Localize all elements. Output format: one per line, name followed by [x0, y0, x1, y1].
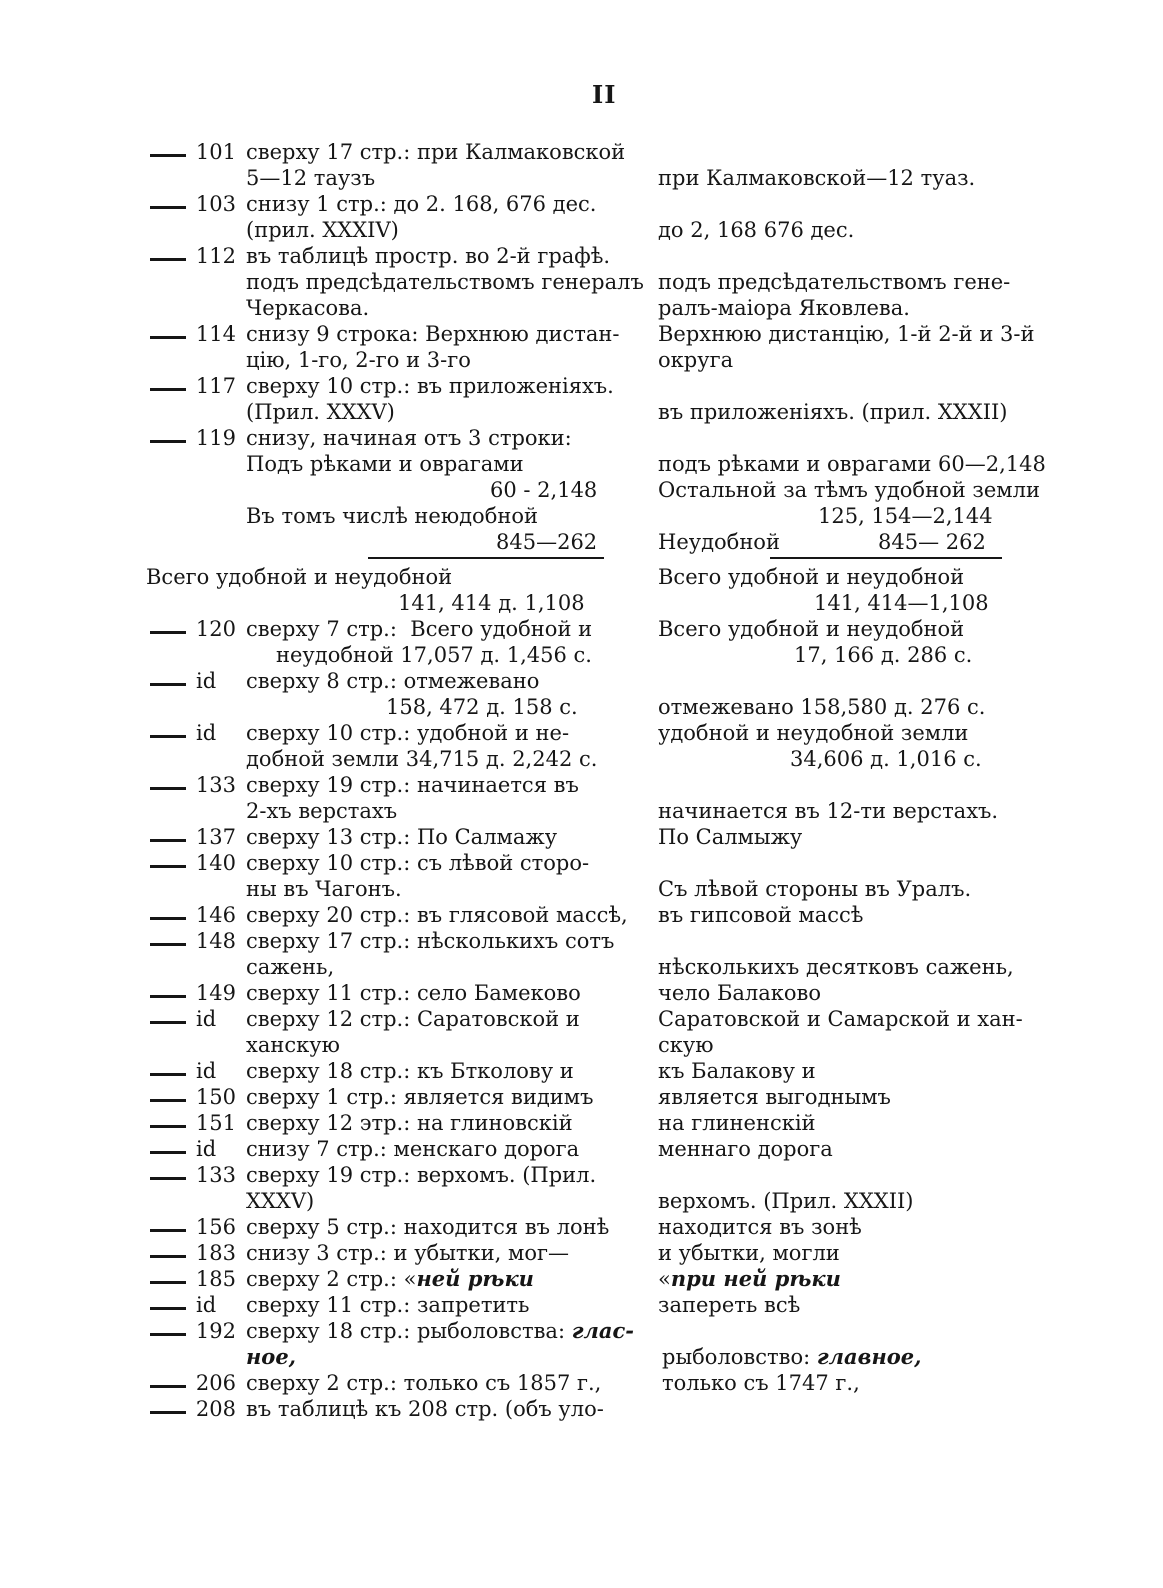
entry-text: сверху 19 стр.: начинается въ [246, 773, 579, 797]
correction-text: отмежевано 158,580 д. 276 с. [658, 695, 986, 719]
correction-text: Неудобной [658, 530, 780, 554]
entry-dash [150, 1411, 186, 1414]
entry-text: сверху 17 стр.: при Калмаковской [246, 140, 626, 164]
correction-text: чело Балаково [658, 981, 822, 1005]
entry-page-number: 151 [195, 1111, 236, 1135]
correction-text: въ гипсовой массѣ [658, 903, 864, 927]
entry-figure: 141, 414 д. 1,108 [398, 591, 585, 615]
entry-dash [150, 1281, 186, 1284]
entry-text: ханскую [246, 1033, 340, 1057]
correction-text: Остальной за тѣмъ удобной земли [658, 478, 1040, 502]
entry-page-number: 140 [195, 851, 236, 875]
correction-text: Съ лѣвой стороны въ Уралъ. [658, 877, 972, 901]
correction-text: По Салмыжу [658, 825, 803, 849]
entry-page-number: 112 [195, 244, 236, 268]
entry-page-number: 148 [195, 929, 236, 953]
entry-page-number: id [196, 1007, 217, 1031]
correction-text: Саратовской и Самарской и хан- [658, 1007, 1023, 1031]
entry-page-number: id [196, 669, 217, 693]
entry-text: сверху 1 стр.: является видимъ [246, 1085, 594, 1109]
entry-page-number: 208 [195, 1397, 236, 1421]
correction-text: Верхнюю дистанцію, 1-й 2-й и 3-й [658, 322, 1035, 346]
entry-dash [150, 1151, 186, 1154]
correction-text: меннаго дорога [658, 1137, 833, 1161]
entry-italic-text: глас- [571, 1318, 634, 1343]
entry-dash [150, 388, 186, 391]
entry-text: сверху 12 этр.: на глиновскій [246, 1111, 573, 1135]
entry-text: неудобной 17,057 д. 1,456 с. [276, 643, 592, 667]
entry-page-number: 149 [195, 981, 236, 1005]
entry-page-number: 150 [195, 1085, 236, 1109]
page-number: II [592, 80, 617, 109]
entry-text: сверху 12 стр.: Саратовской и [246, 1007, 580, 1031]
entry-text: снизу 1 стр.: до 2. 168, 676 дес. [246, 192, 597, 216]
entry-page-number: id [196, 1137, 217, 1161]
entry-text: сверху 20 стр.: въ глясовой массѣ, [246, 903, 628, 927]
correction-text: при Калмаковской—12 туаз. [658, 166, 976, 190]
entry-page-number: 183 [195, 1241, 236, 1265]
entry-page-number: 133 [195, 1163, 236, 1187]
entry-page-number: 185 [195, 1267, 236, 1291]
correction-text: округа [658, 348, 734, 372]
correction-text: на глиненскій [658, 1111, 816, 1135]
entry-dash [150, 865, 186, 868]
entry-text: сверху 13 стр.: По Салмажу [246, 825, 558, 849]
correction-text: находится въ зонѣ [658, 1215, 862, 1239]
entry-dash [150, 336, 186, 339]
entry-page-number: 192 [195, 1319, 236, 1343]
entry-dash [150, 154, 186, 157]
entry-dash [150, 206, 186, 209]
entry-text: сверху 5 стр.: находится въ лонѣ [246, 1215, 610, 1239]
entry-text [246, 1266, 534, 1292]
entry-dash [150, 735, 186, 738]
entry-dash [150, 917, 186, 920]
entry-dash [150, 1125, 186, 1128]
entry-text: сверху 8 стр.: отмежевано [246, 669, 540, 693]
correction-italic-text: главное, [816, 1344, 922, 1369]
entry-page-number: 146 [195, 903, 236, 927]
entry-page-number: id [196, 1293, 217, 1317]
entry-text: сверху 11 стр.: запретить [246, 1293, 530, 1317]
entry-figure: 845—262 [496, 530, 598, 554]
entry-page-number: 133 [195, 773, 236, 797]
entry-dash [150, 1099, 186, 1102]
correction-text: удобной и неудобной земли [658, 721, 969, 745]
entry-italic-text: ней рѣки [416, 1266, 534, 1291]
entry-dash [150, 1307, 186, 1310]
correction-text-part: « [658, 1267, 671, 1291]
correction-text: является выгоднымъ [658, 1085, 891, 1109]
sum-rule [770, 557, 1002, 559]
correction-text [658, 1266, 841, 1292]
correction-text: до 2, 168 676 дес. [658, 218, 855, 242]
entry-text [246, 1318, 634, 1344]
correction-text: начинается въ 12-ти верстахъ. [658, 799, 999, 823]
entry-figure: 158, 472 д. 158 с. [386, 695, 578, 719]
entry-text: цію, 1-го, 2-го и 3-го [246, 348, 471, 372]
correction-text: ралъ-маіора Яковлева. [658, 296, 910, 320]
correction-text: и убытки, могли [658, 1241, 840, 1265]
entry-dash [150, 1177, 186, 1180]
entry-text: Подъ рѣками и оврагами [246, 452, 524, 476]
correction-text: запереть всѣ [658, 1293, 801, 1317]
entry-dash [150, 839, 186, 842]
entry-dash [150, 683, 186, 686]
entry-text: Всего удобной и неудобной [146, 565, 453, 589]
correction-text: подъ предсѣдательствомъ гене- [658, 270, 1011, 294]
correction-text: подъ рѣками и оврагами 60—2,148 [658, 452, 1046, 476]
correction-figure: 125, 154—2,144 [818, 504, 993, 528]
entry-text: въ таблицѣ къ 208 стр. (объ уло- [246, 1397, 604, 1421]
correction-text: только съ 1747 г., [662, 1371, 860, 1395]
entry-page-number: 117 [195, 374, 236, 398]
correction-text: Всего удобной и неудобной [658, 565, 965, 589]
entry-text: въ таблицѣ простр. во 2-й графѣ. [246, 244, 611, 268]
entry-dash [150, 631, 186, 634]
entry-dash [150, 995, 186, 998]
entry-text: Черкасова. [246, 296, 370, 320]
entry-text: снизу 9 строка: Верхнюю дистан- [246, 322, 620, 346]
entry-text: снизу, начиная отъ 3 строки: [246, 426, 572, 450]
entry-text: (прил. XXXIV) [246, 218, 399, 242]
entry-page-number: 119 [195, 426, 236, 450]
entry-text: (Прил. XXXV) [246, 400, 395, 424]
entry-text: сверху 10 стр.: съ лѣвой сторо- [246, 851, 590, 875]
entry-page-number: 137 [195, 825, 236, 849]
correction-figure: 34,606 д. 1,016 с. [790, 747, 982, 771]
entry-text: сверху 11 стр.: село Бамеково [246, 981, 581, 1005]
entry-text: сверху 7 стр.: Всего удобной и [246, 617, 593, 641]
correction-text: въ приложеніяхъ. (прил. XXXII) [658, 400, 1008, 424]
entry-text-part: сверху 2 стр.: « [246, 1267, 417, 1291]
entry-page-number: 120 [195, 617, 236, 641]
correction-text: верхомъ. (Прил. XXXII) [658, 1189, 914, 1213]
entry-dash [150, 943, 186, 946]
entry-dash [150, 1021, 186, 1024]
entry-text: снизу 3 стр.: и убытки, мог— [246, 1241, 569, 1265]
entry-dash [150, 1229, 186, 1232]
correction-text: Всего удобной и неудобной [658, 617, 965, 641]
entry-page-number: id [196, 1059, 217, 1083]
entry-page-number: 156 [195, 1215, 236, 1239]
entry-dash [150, 1255, 186, 1258]
entry-text: сажень, [246, 955, 335, 979]
correction-figure: 845— 262 [878, 530, 986, 554]
entry-dash [150, 1073, 186, 1076]
correction-text [662, 1344, 921, 1370]
correction-figure: 17, 166 д. 286 с. [794, 643, 973, 667]
correction-figure: 141, 414—1,108 [814, 591, 989, 615]
entry-text: добной земли 34,715 д. 2,242 с. [246, 747, 598, 771]
entry-text: 2-хъ верстахъ [246, 799, 398, 823]
entry-text: подъ предсѣдательствомъ генералъ [246, 270, 644, 294]
correction-text-part: рыболовство: [662, 1345, 817, 1369]
entry-text: сверху 18 стр.: къ Бтколову и [246, 1059, 574, 1083]
correction-text: къ Балакову и [658, 1059, 816, 1083]
entry-text: сверху 19 стр.: верхомъ. (Прил. [246, 1163, 597, 1187]
entry-text: XXXV) [246, 1189, 315, 1213]
entry-text: Въ томъ числѣ неюдобной [246, 504, 538, 528]
entry-page-number: 114 [195, 322, 236, 346]
entry-text: ны въ Чагонъ. [246, 877, 402, 901]
entry-dash [150, 1333, 186, 1336]
entry-text: 5—12 таузъ [246, 166, 376, 190]
sum-rule [368, 557, 604, 559]
entry-dash [150, 1385, 186, 1388]
entry-page-number: id [196, 721, 217, 745]
entry-text-part: сверху 18 стр.: рыболовства: [246, 1319, 572, 1343]
correction-text: нѣсколькихъ десятковъ сажень, [658, 955, 1014, 979]
entry-page-number: 103 [195, 192, 236, 216]
entry-page-number: 206 [195, 1371, 236, 1395]
entry-page-number: 101 [195, 140, 236, 164]
correction-italic-text: при ней рѣки [670, 1266, 841, 1291]
correction-text: скую [658, 1033, 714, 1057]
entry-italic-text: ное, [246, 1344, 296, 1369]
entry-text: сверху 17 стр.: нѣсколькихъ сотъ [246, 929, 615, 953]
entry-text: сверху 2 стр.: только съ 1857 г., [246, 1371, 602, 1395]
entry-figure: 60 - 2,148 [490, 478, 598, 502]
entry-dash [150, 787, 186, 790]
entry-text: сверху 10 стр.: въ приложеніяхъ. [246, 374, 614, 398]
entry-text: сверху 10 стр.: удобной и не- [246, 721, 570, 745]
entry-dash [150, 440, 186, 443]
entry-dash [150, 258, 186, 261]
entry-text: снизу 7 стр.: менскаго дорога [246, 1137, 580, 1161]
